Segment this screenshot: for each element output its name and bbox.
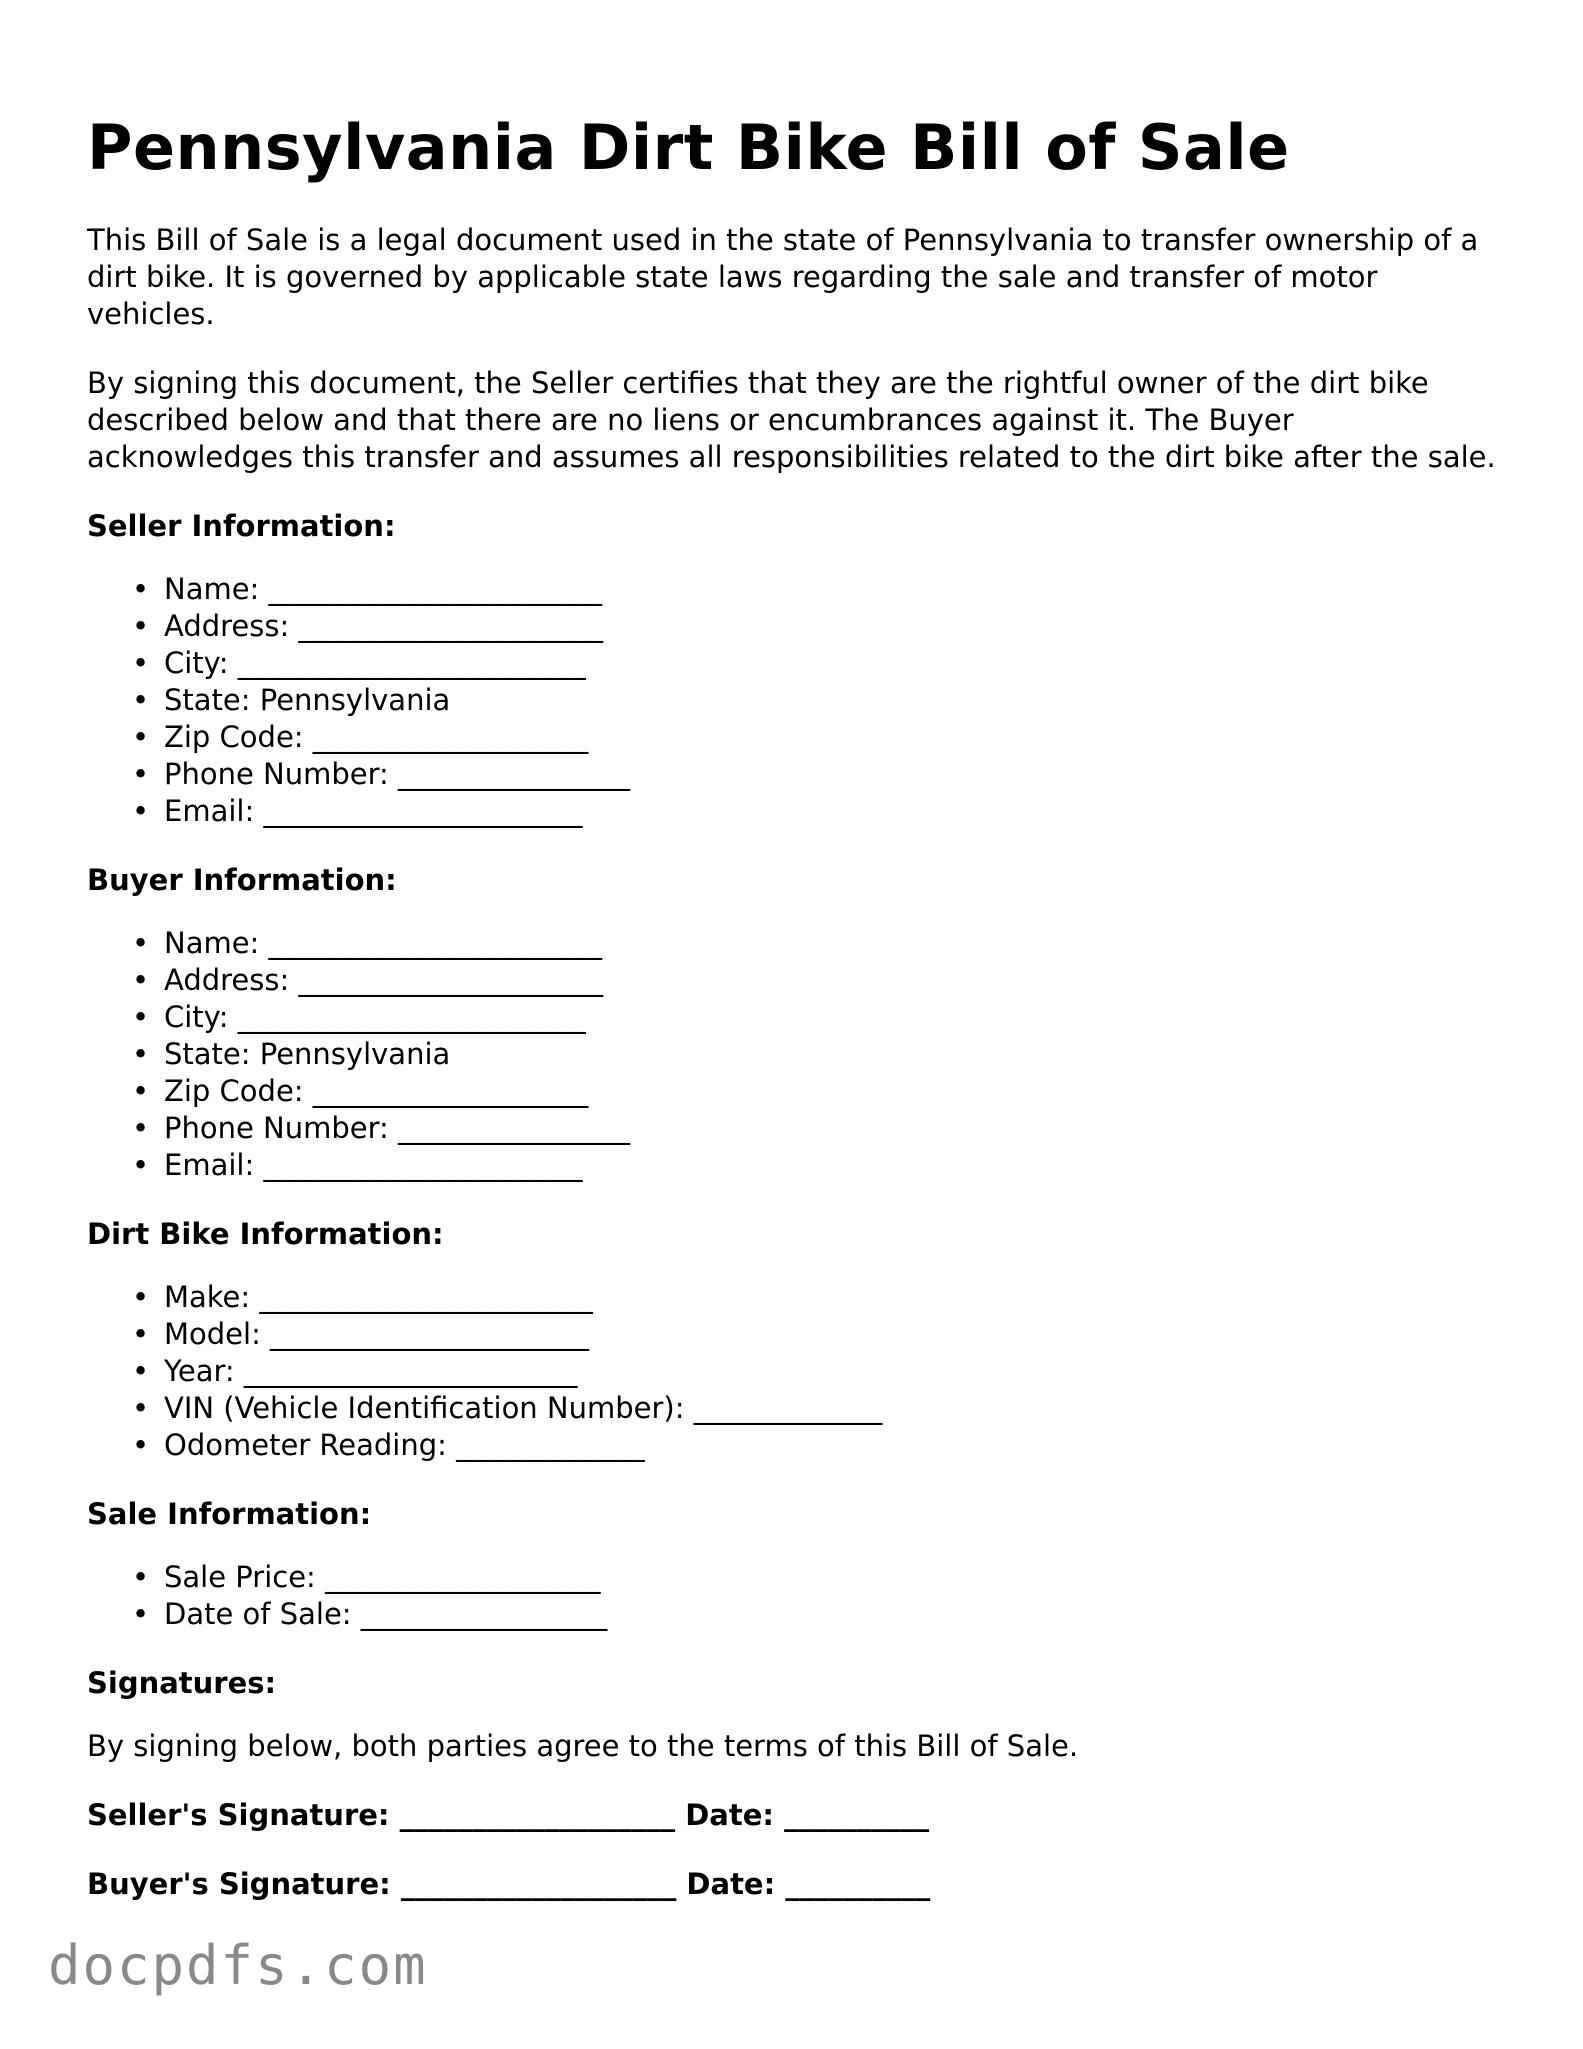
buyer-email-field[interactable]: • Email: ______________________ [132,1147,1507,1184]
intro-paragraph-1: This Bill of Sale is a legal document used in the state of Pennsylvania to transfer ownership of a dirt bike. It is governed by applicable state laws regarding the sale and transfer of motor vehicles. [87,223,1479,331]
buyer-signature-line[interactable]: Buyer's Signature: ___________________ Date: __________ [87,1867,931,1901]
seller-address-field[interactable]: • Address: _____________________ [132,608,1507,645]
buyer-fields [87,925,1507,1184]
seller-city-field[interactable]: • City: ________________________ [132,645,1507,682]
bike-model-field[interactable]: • Model: ______________________ [132,1316,1507,1353]
bike-fields [87,1279,1507,1464]
intro-paragraph-2: By signing this document, the Seller certifies that they are the rightful owner of the dirt bike described below and that there are no liens or encumbrances against it. The Buyer acknowledges this transfer and assumes all responsibilities related to the dirt bike after the sale. [87,366,1496,474]
seller-fields [87,571,1507,830]
bike-heading: Dirt Bike Information: [87,1217,444,1251]
buyer-heading: Buyer Information: [87,863,397,897]
buyer-zip-field[interactable]: • Zip Code: ___________________ [132,1073,1507,1110]
sale-price-field[interactable]: • Sale Price: ___________________ [132,1559,1507,1596]
seller-phone-field[interactable]: • Phone Number: ________________ [132,756,1507,793]
bike-odometer-field[interactable]: • Odometer Reading: _____________ [132,1427,1507,1464]
watermark: docpdfs.com [48,1934,428,1997]
buyer-phone-field[interactable]: • Phone Number: ________________ [132,1110,1507,1147]
document-title: Pennsylvania Dirt Bike Bill of Sale [87,111,1290,184]
seller-name-field[interactable]: • Name: _______________________ [132,571,1507,608]
buyer-name-field[interactable]: • Name: _______________________ [132,925,1507,962]
sale-fields [87,1559,1507,1633]
seller-signature-line[interactable]: Seller's Signature: ___________________ Date: __________ [87,1798,930,1832]
buyer-address-field[interactable]: • Address: _____________________ [132,962,1507,999]
seller-email-field[interactable]: • Email: ______________________ [132,793,1507,830]
sale-date-field[interactable]: • Date of Sale: _________________ [132,1596,1507,1633]
bike-year-field[interactable]: • Year: _______________________ [132,1353,1507,1390]
signatures-statement: By signing below, both parties agree to the terms of this Bill of Sale. [87,1729,1079,1763]
signatures-heading: Signatures: [87,1666,277,1700]
document-page [87,110,1507,1935]
buyer-state-field: • State: Pennsylvania [132,1036,1507,1073]
bike-make-field[interactable]: • Make: _______________________ [132,1279,1507,1316]
bike-vin-field[interactable]: • VIN (Vehicle Identification Number): _____________ [132,1390,1507,1427]
seller-heading: Seller Information: [87,509,396,543]
sale-heading: Sale Information: [87,1497,372,1531]
seller-state-field: • State: Pennsylvania [132,682,1507,719]
seller-zip-field[interactable]: • Zip Code: ___________________ [132,719,1507,756]
buyer-city-field[interactable]: • City: ________________________ [132,999,1507,1036]
